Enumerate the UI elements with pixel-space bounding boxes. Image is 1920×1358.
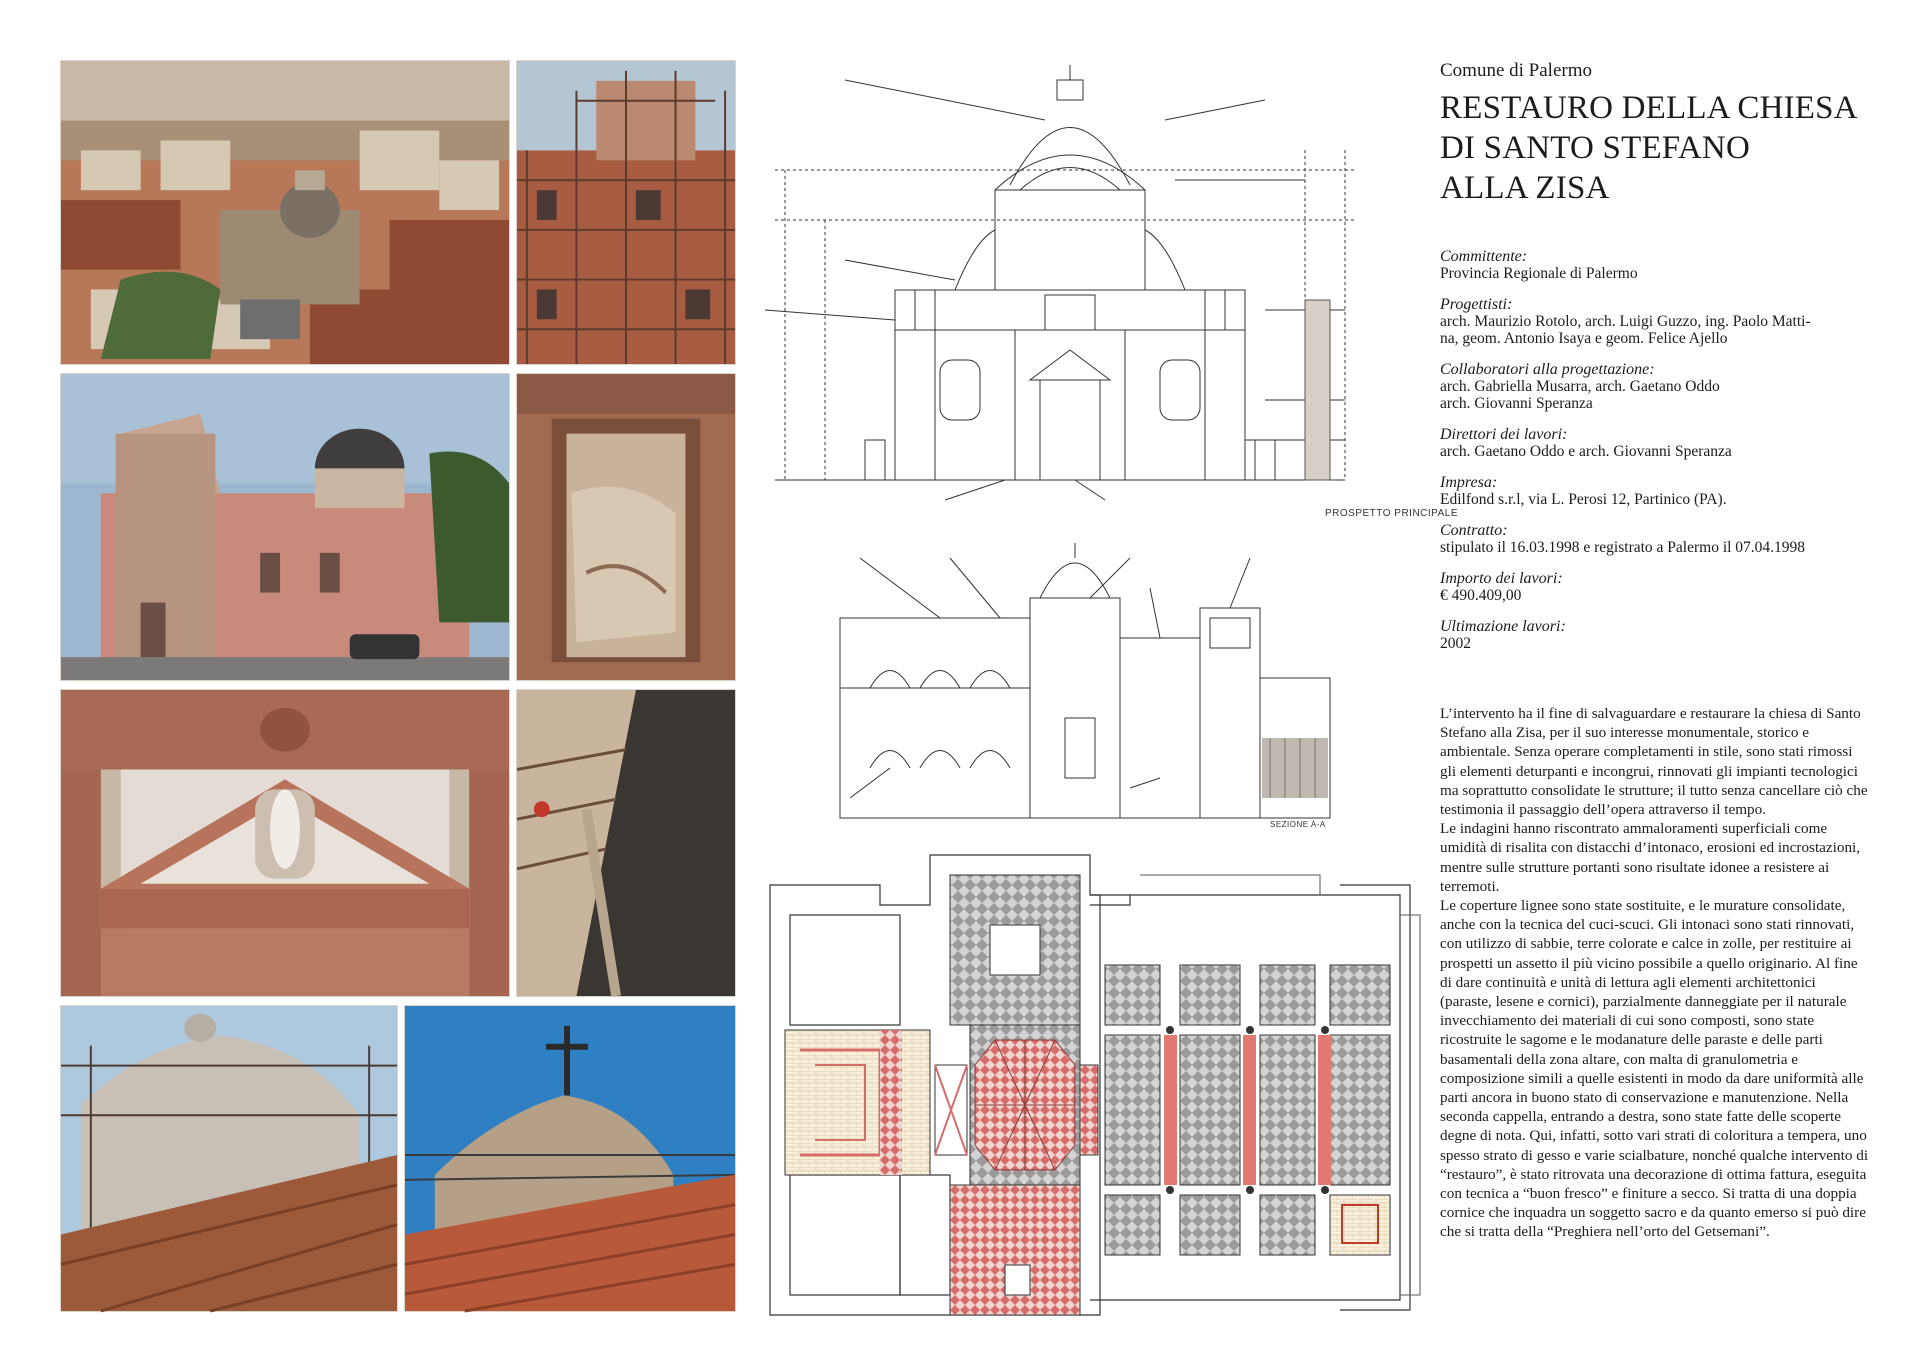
photo-pediment-statue xyxy=(60,689,510,997)
info-progettisti xyxy=(1440,296,1870,347)
info-label: Progettisti: xyxy=(1440,296,1513,313)
info-committente xyxy=(1440,248,1870,282)
info-contratto xyxy=(1440,522,1870,556)
info-label: Direttori dei lavori: xyxy=(1440,426,1568,443)
info-value xyxy=(1440,443,1870,460)
info-line: na, geom. Antonio Isaya e geom. Felice Ajello xyxy=(1440,330,1728,347)
title-line: ALLA ZISA xyxy=(1440,170,1610,206)
info-line: arch. Gaetano Oddo e arch. Giovanni Speranza xyxy=(1440,443,1732,460)
info-direttori xyxy=(1440,426,1870,460)
elevation-drawing xyxy=(745,60,1458,520)
section-drawing xyxy=(830,538,1340,838)
description-paragraph: Le coperture lignee sono state sostituite, e le murature consolidate, anche con la tecnica del cuci-scuci. Gli intonaci sono stati rinnovati, con utilizzo di sabbie, terre colorate e calce in zolle, per restituire ai prospetti un assetto il più vicino possibile a quello originario. Al fine di dare continuità e unità di lettura agli elementi architettonici (paraste, lesene e cornici), parzialmente danneggiate per il naturale invecchiamento dei materiali di cui sono composti, sono state ricostruite le sagome e le modanature delle paraste e delle parti basamentali della zona altare, con malta di granulometria e composizione simili a quelle esistenti in modo da dare uniformità alle parti ancora in buono stato di conservazione e manutenzione. Nella seconda cappella, entrando a destra, sono state fatte delle scoperte degne di nota. Qui, infatti, sotto vari strati di coloritura a tempera, uno spesso strato di gesso e varie scialbature, nonché qualche intervento di “restauro”, è stato ritrovata una decorazione di ottima fattura, eseguita con tecnica a “buon fresco” e finiture a secco. Si tratta di una doppia cornice che inquadra un soggetto sacro e da quanto emerso si può dire che si tratta della “Preghiera nell’orto del Getsemani”. xyxy=(1440,897,1869,1241)
info-value xyxy=(1440,378,1870,412)
info-value xyxy=(1440,587,1870,604)
info-value xyxy=(1440,313,1870,347)
info-label: Importo dei lavori: xyxy=(1440,570,1563,587)
info-line: arch. Giovanni Speranza xyxy=(1440,395,1593,412)
municipality-label: Comune di Palermo xyxy=(1440,60,1592,81)
info-ultimazione xyxy=(1440,618,1870,652)
info-line: arch. Gabriella Musarra, arch. Gaetano Oddo xyxy=(1440,378,1720,395)
info-label: Impresa: xyxy=(1440,474,1498,491)
info-line: arch. Maurizio Rotolo, arch. Luigi Guzzo, ing. Paolo Matti- xyxy=(1440,313,1811,330)
text-column xyxy=(1440,60,1870,1310)
project-description xyxy=(1440,704,1870,1242)
elevation-caption: PROSPETTO PRINCIPALE xyxy=(1325,508,1458,519)
section-caption: SEZIONE A-A xyxy=(1270,820,1326,829)
photo-church-exterior xyxy=(60,373,510,681)
info-collaboratori xyxy=(1440,361,1870,412)
floor-plan-drawing xyxy=(760,855,1430,1320)
info-line: Edilfond s.r.l, via L. Perosi 12, Partinico (PA). xyxy=(1440,491,1727,508)
info-importo xyxy=(1440,570,1870,604)
info-value xyxy=(1440,539,1870,556)
info-label: Ultimazione lavori: xyxy=(1440,618,1566,635)
info-impresa xyxy=(1440,474,1870,508)
info-value xyxy=(1440,635,1870,652)
info-value xyxy=(1440,265,1870,282)
photo-scaffolded-tower xyxy=(516,60,736,365)
info-value xyxy=(1440,491,1870,508)
photo-facade-top-scaffold xyxy=(60,1005,398,1312)
info-line: € 490.409,00 xyxy=(1440,587,1522,604)
photo-window-detail xyxy=(516,373,736,681)
description-paragraph: L’intervento ha il fine di salvaguardare e restaurare la chiesa di Santo Stefano alla Zisa, per il suo interesse monumentale, storico e ambientale. Senza operare completamenti in stile, sono stati rimossi gli elementi deturpanti e incongrui, rinnovati gli impianti tecnologici ma soprattutto consolidate le strutture; il tutto senza cancellare ciò che testimonia il passaggio dell’opera attraverso il tempo. xyxy=(1440,705,1868,819)
photo-city-view xyxy=(60,60,510,365)
info-line: Provincia Regionale di Palermo xyxy=(1440,265,1638,282)
info-label: Committente: xyxy=(1440,248,1528,265)
photo-roof-work xyxy=(516,689,736,997)
info-label: Collaboratori alla progettazione: xyxy=(1440,361,1655,378)
description-paragraph: Le indagini hanno riscontrato ammaloramenti superficiali come umidità di risalita con distacchi d’intonaco, erosioni ed incrostazioni, mentre sulle strutture portanti sono risultate idonee a resistere ai terremoti. xyxy=(1440,820,1861,895)
title-line: RESTAURO DELLA CHIESA xyxy=(1440,90,1858,126)
info-line: stipulato il 16.03.1998 e registrato a Palermo il 07.04.1998 xyxy=(1440,539,1806,556)
info-label: Contratto: xyxy=(1440,522,1508,539)
info-line: 2002 xyxy=(1440,635,1471,652)
photo-cross-roof xyxy=(404,1005,736,1312)
page-title xyxy=(1440,88,1870,208)
title-line: DI SANTO STEFANO xyxy=(1440,130,1750,166)
